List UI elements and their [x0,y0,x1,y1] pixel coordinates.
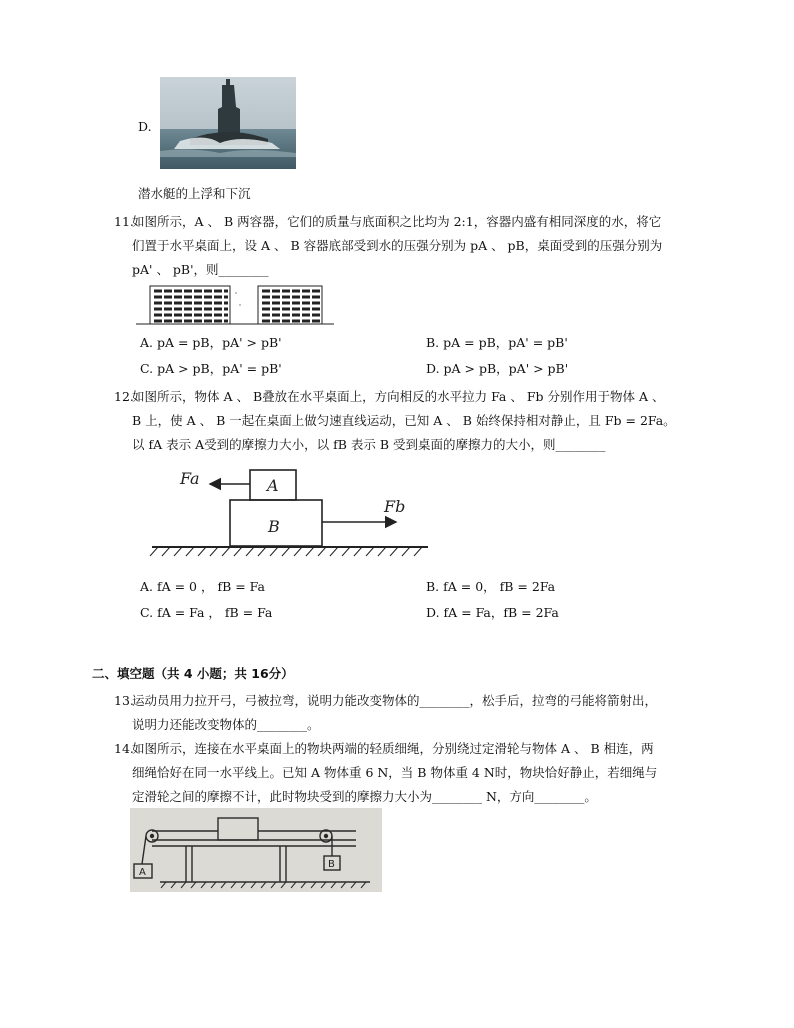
weight-b-label: B [328,859,335,870]
q13-text-line-2: 说明力还能改变物体的________。 [132,717,320,732]
q12-option-d[interactable]: D. fA = Fa，fB = 2Fa [426,605,559,620]
q13-number: 13. [114,693,134,708]
q12-text-line-3: 以 fA 表示 A受到的摩擦力大小，以 fB 表示 B 受到桌面的摩擦力的大小，则________ [132,437,606,452]
section-2-title: 二、填空题（共 4 小题；共 16分） [92,666,294,681]
q10-option-d-label: D. [138,119,152,134]
q11-option-a[interactable]: A. pA = pB，pA' > pB' [140,335,282,350]
q11-number: 11. [114,214,134,229]
block-b-label: B [268,517,280,536]
q12-option-c[interactable]: C. fA = Fa ， fB = Fa [140,605,273,620]
q11-containers-figure [136,282,336,328]
q11-text-line-3: pA' 、 pB'，则________ [132,262,269,277]
q12-text-line-1: 如图所示，物体 A 、 B叠放在水平桌面上，方向相反的水平拉力 Fa 、 Fb 分别作用于物体 A 、 [132,389,665,404]
q12-text-line-2: B 上，使 A 、 B 一起在桌面上做匀速直线运动，已知 A 、 B 始终保持相对静止，且 Fb = 2Fa。 [132,413,676,428]
q11-text-line-1: 如图所示，A 、 B 两容器，它们的质量与底面积之比均为 2:1，容器内盛有相同深度的水，将它 [132,214,662,229]
submarine-photo [160,77,296,169]
q11-option-c[interactable]: C. pA > pB，pA' = pB' [140,361,282,376]
q12-number: 12. [114,389,134,404]
block-a-label: A [267,476,279,495]
q14-pulley-figure [130,808,382,892]
q14-text-line-2: 细绳恰好在同一水平线上。已知 A 物体重 6 N，当 B 物体重 4 N时，物块恰好静止，若细绳与 [132,765,658,780]
q12-option-a[interactable]: A. fA = 0 ， fB = Fa [140,579,265,594]
weight-a-label: A [139,867,146,878]
q14-number: 14. [114,741,134,756]
q14-text-line-1: 如图所示，连接在水平桌面上的物块两端的轻质细绳，分别绕过定滑轮与物体 A 、 B 相连，两 [132,741,654,756]
q12-blocks-figure [148,462,430,558]
q12-option-b[interactable]: B. fA = 0， fB = 2Fa [426,579,556,594]
q11-option-d[interactable]: D. pA > pB，pA' > pB' [426,361,569,376]
q10-caption: 潜水艇的上浮和下沉 [138,186,251,201]
fa-label: Fa [180,469,200,488]
q14-text-line-3: 定滑轮之间的摩擦不计，此时物块受到的摩擦力大小为________ N，方向________。 [132,789,597,804]
q11-text-line-2: 们置于水平桌面上，设 A 、 B 容器底部受到水的压强分别为 pA 、 pB，桌面受到的压强分别为 [132,238,663,253]
fb-label: Fb [384,497,406,516]
q13-text-line-1: 运动员用力拉开弓，弓被拉弯，说明力能改变物体的________，松手后，拉弯的弓能将箭射出， [132,693,658,708]
q11-option-b[interactable]: B. pA = pB，pA' = pB' [426,335,568,350]
